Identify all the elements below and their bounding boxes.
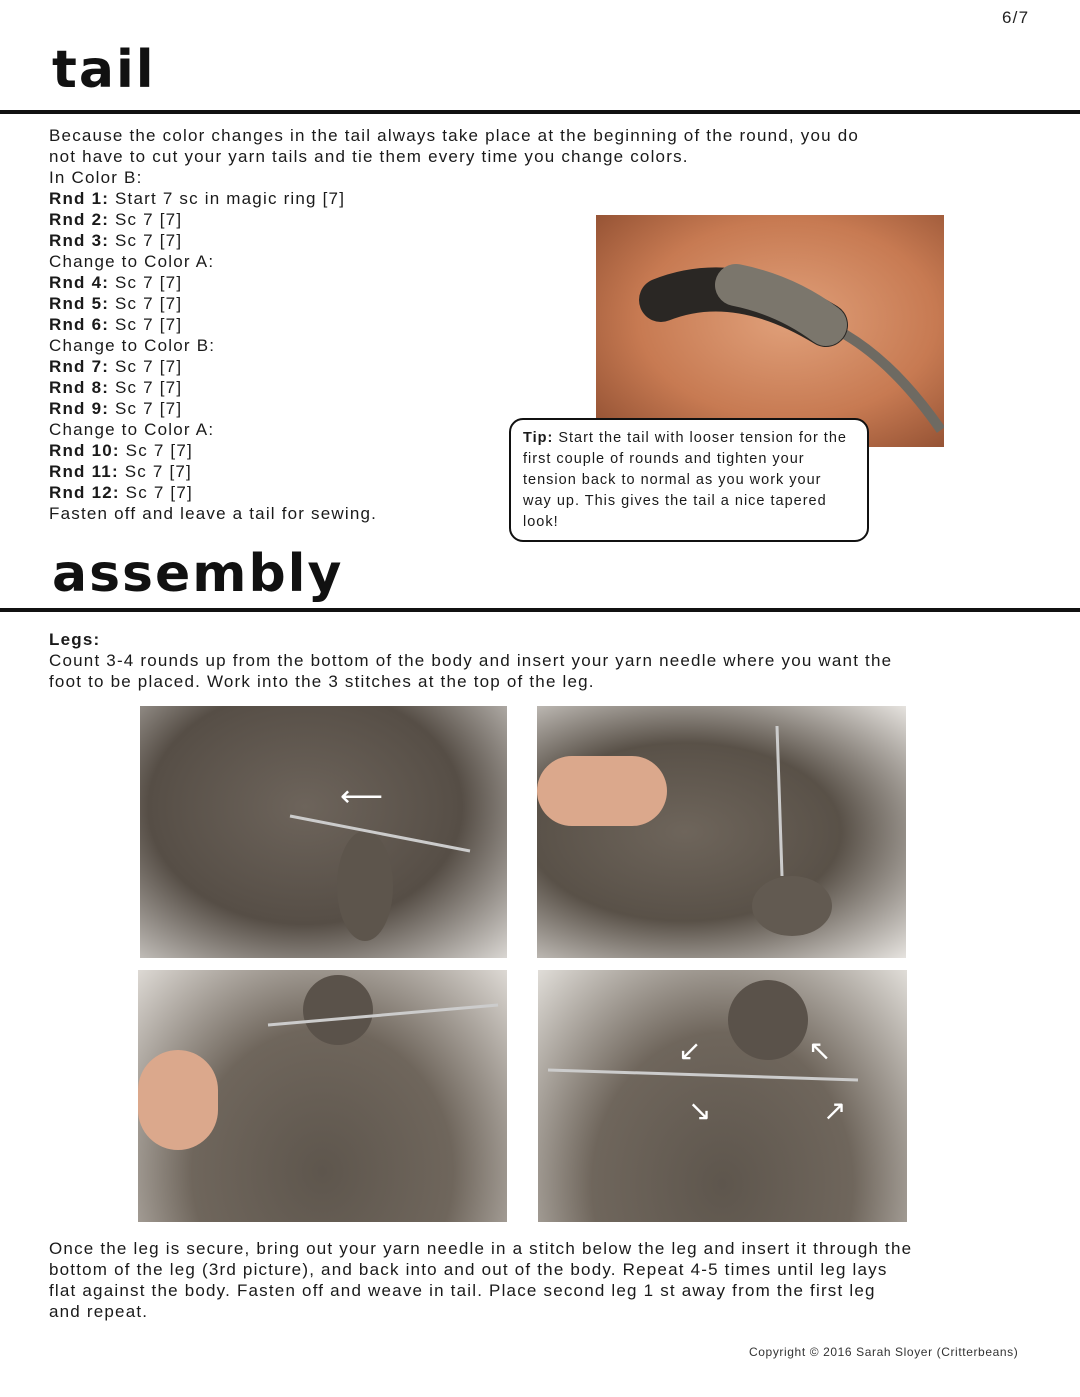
round-label: Rnd 1: bbox=[49, 189, 110, 208]
round-label: Rnd 4: bbox=[49, 273, 110, 292]
crocheted-tail-image bbox=[596, 215, 944, 447]
round-label: Rnd 9: bbox=[49, 399, 110, 418]
text-line: and repeat. bbox=[49, 1302, 149, 1321]
text-line: bottom of the leg (3rd picture), and back into and out of the body. Repeat 4-5 times until leg lays bbox=[49, 1260, 888, 1279]
round-label: Rnd 10: bbox=[49, 441, 120, 460]
leg-step-photo-3 bbox=[138, 970, 507, 1222]
intro-line: not have to cut your yarn tails and tie them every time you change colors. bbox=[49, 147, 689, 166]
round-text: Sc 7 [7] bbox=[119, 441, 193, 460]
divider bbox=[0, 110, 1080, 114]
text-line: flat against the body. Fasten off and weave in tail. Place second leg 1 st away from the first leg bbox=[49, 1281, 876, 1300]
copyright: Copyright © 2016 Sarah Sloyer (Critterbeans) bbox=[749, 1345, 1019, 1359]
tip-text: Start the tail with looser tension for the first couple of rounds and tighten your tension back to normal as you work your way up. This gives the tail a nice tapered look! bbox=[523, 430, 847, 530]
text-line: Once the leg is secure, bring out your yarn needle in a stitch below the leg and insert it through the bbox=[49, 1239, 913, 1258]
section-heading-tail: tail bbox=[52, 40, 156, 100]
round-label: Rnd 8: bbox=[49, 378, 110, 397]
intro-line: Because the color changes in the tail always take place at the beginning of the round, you do bbox=[49, 126, 860, 145]
round-text: Change to Color B: bbox=[49, 336, 216, 355]
round-label: Rnd 6: bbox=[49, 315, 110, 334]
pattern-line bbox=[49, 188, 859, 209]
round-text: Sc 7 [7] bbox=[109, 273, 183, 292]
round-text: Fasten off and leave a tail for sewing. bbox=[49, 504, 378, 523]
round-text: Sc 7 [7] bbox=[109, 399, 183, 418]
leg-step-photo-2 bbox=[537, 706, 906, 958]
round-text: Sc 7 [7] bbox=[109, 357, 183, 376]
round-label: Rnd 11: bbox=[49, 462, 119, 481]
leg-step-photo-4 bbox=[538, 970, 907, 1222]
legs-label: Legs: bbox=[49, 630, 101, 649]
text-line: foot to be placed. Work into the 3 stitches at the top of the leg. bbox=[49, 672, 595, 691]
tail-photo bbox=[596, 215, 944, 447]
svg-text:↘: ↘ bbox=[688, 1095, 712, 1126]
svg-text:⟵: ⟵ bbox=[340, 780, 384, 813]
round-label: Rnd 2: bbox=[49, 210, 110, 229]
round-text: Sc 7 [7] bbox=[118, 462, 192, 481]
legs-instructions bbox=[49, 629, 892, 692]
round-label: Rnd 3: bbox=[49, 231, 110, 250]
tip-label: Tip: bbox=[523, 430, 554, 446]
leg-step-photo-1 bbox=[140, 706, 507, 958]
round-text: Sc 7 [7] bbox=[119, 483, 193, 502]
round-text: In Color B: bbox=[49, 168, 143, 187]
pattern-line bbox=[49, 167, 859, 188]
round-text: Sc 7 [7] bbox=[109, 378, 183, 397]
round-text: Sc 7 [7] bbox=[109, 210, 183, 229]
round-text: Change to Color A: bbox=[49, 252, 215, 271]
round-text: Sc 7 [7] bbox=[109, 231, 183, 250]
svg-text:↖: ↖ bbox=[808, 1035, 832, 1066]
round-label: Rnd 5: bbox=[49, 294, 110, 313]
text-line: Count 3-4 rounds up from the bottom of the body and insert your yarn needle where you want the bbox=[49, 651, 893, 670]
round-text: Sc 7 [7] bbox=[109, 315, 183, 334]
tip-box bbox=[509, 418, 869, 542]
round-text: Start 7 sc in magic ring [7] bbox=[109, 189, 346, 208]
round-text: Change to Color A: bbox=[49, 420, 215, 439]
round-label: Rnd 7: bbox=[49, 357, 110, 376]
divider bbox=[0, 608, 1080, 612]
round-text: Sc 7 [7] bbox=[109, 294, 183, 313]
svg-text:↗: ↗ bbox=[823, 1095, 847, 1126]
round-label: Rnd 12: bbox=[49, 483, 120, 502]
page-number: 6/7 bbox=[1002, 8, 1030, 27]
assembly-outro bbox=[49, 1238, 912, 1322]
section-heading-assembly: assembly bbox=[52, 544, 344, 604]
svg-text:↙: ↙ bbox=[678, 1035, 702, 1066]
